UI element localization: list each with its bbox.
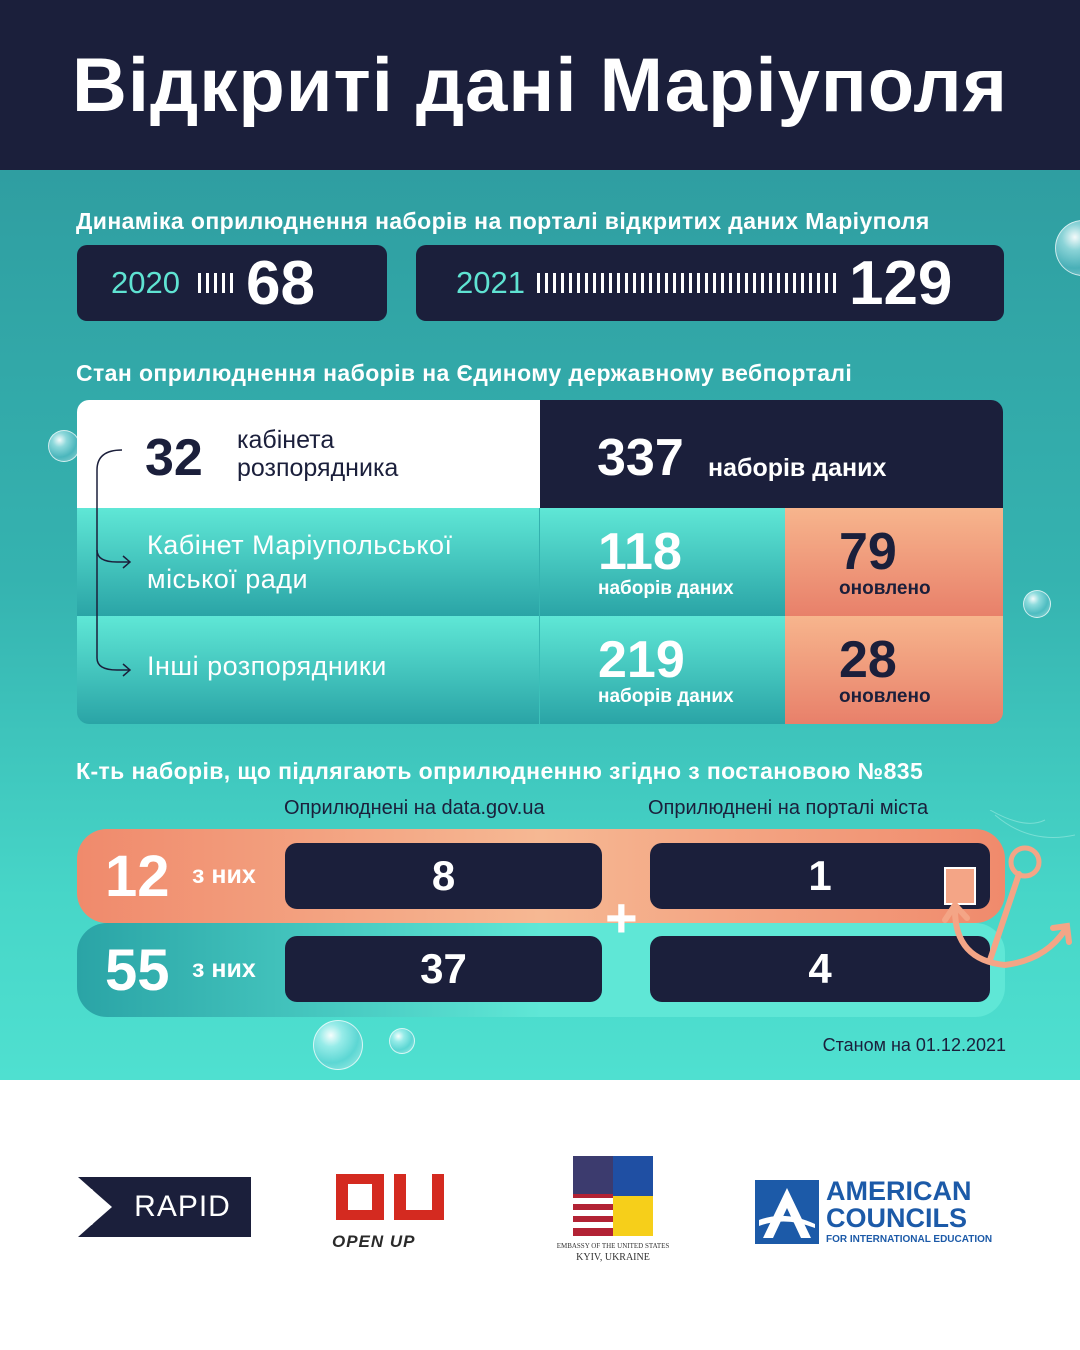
- row-label-line-1: Кабінет Маріупольської: [147, 530, 453, 560]
- cabinets-label-1: кабінета: [237, 426, 335, 454]
- city-portal-value: 1: [650, 843, 990, 909]
- state-heading: Стан оприлюднення наборів на Єдиному державному вебпорталі: [76, 360, 853, 386]
- american-councils-text-2: COUNCILS: [826, 1203, 967, 1233]
- tick-mark: [769, 273, 772, 293]
- year-value: 68: [245, 248, 315, 318]
- tick-mark: [649, 273, 652, 293]
- tick-mark: [737, 273, 740, 293]
- dynamics-heading: Динаміка оприлюднення наборів на порталі відкритих даних Маріуполя: [76, 208, 930, 234]
- tick-mark: [593, 273, 596, 293]
- total-label: наборів даних: [708, 454, 887, 482]
- tick-mark: [825, 273, 828, 293]
- tick-mark: [721, 273, 724, 293]
- total-cell: [540, 400, 1003, 508]
- tick-mark: [553, 273, 556, 293]
- bubble-decoration: [389, 1028, 415, 1054]
- rapid-logo: [78, 1177, 251, 1237]
- data-gov-value: 37: [285, 936, 602, 1002]
- updated-label: оновлено: [839, 578, 931, 599]
- tick-mark: [665, 273, 668, 293]
- tick-mark: [214, 273, 217, 293]
- as-of-date: Станом на 01.12.2021: [822, 1035, 1006, 1055]
- of-them-label: з них: [192, 861, 256, 889]
- tick-mark: [641, 273, 644, 293]
- datasets-count: 219: [598, 631, 685, 689]
- american-councils-logo: [755, 1178, 1005, 1246]
- updated-cell: [785, 508, 1003, 616]
- year-label: 2021: [456, 265, 525, 300]
- col-data-gov-heading: Оприлюднені на data.gov.ua: [284, 797, 545, 819]
- datasets-cell: [540, 508, 785, 616]
- tick-mark: [673, 273, 676, 293]
- american-councils-text-3: FOR INTERNATIONAL EDUCATION: [826, 1234, 993, 1245]
- bubble-decoration: [313, 1020, 363, 1070]
- year-value: 129: [848, 248, 953, 318]
- datasets-cell: [540, 616, 785, 724]
- tick-mark: [617, 273, 620, 293]
- bracket-connector: [77, 400, 217, 724]
- city-portal-value: 4: [650, 936, 990, 1002]
- embassy-text-2: KYIV, UKRAINE: [576, 1252, 650, 1263]
- tick-mark: [785, 273, 788, 293]
- cabinets-count: 32: [145, 429, 203, 487]
- bubble-decoration: [48, 430, 80, 462]
- bubble-decoration: [1055, 220, 1080, 276]
- col-city-portal-heading: Оприлюднені на порталі міста: [648, 797, 929, 819]
- tick-mark: [222, 273, 225, 293]
- tick-mark: [745, 273, 748, 293]
- tick-mark: [569, 273, 572, 293]
- rapid-logo-text: RAPID: [134, 1190, 231, 1223]
- of-them-label: з них: [192, 955, 256, 983]
- state-table: [77, 400, 1003, 724]
- updated-count: 79: [839, 523, 897, 581]
- row-label-line-1: Інші розпорядники: [147, 651, 387, 681]
- tick-mark: [713, 273, 716, 293]
- main-panel: [0, 170, 1080, 1080]
- row-total: 55: [105, 938, 170, 1003]
- footer-logos: [0, 1080, 1080, 1350]
- tick-mark: [561, 273, 564, 293]
- tick-mark: [585, 273, 588, 293]
- tick-mark: [206, 273, 209, 293]
- data-gov-value: 8: [285, 843, 602, 909]
- resolution-heading: К-ть наборів, що підлягають оприлюдненню згідно з постановою №835: [76, 758, 924, 784]
- tick-marks: [198, 273, 238, 293]
- tick-mark: [625, 273, 628, 293]
- tick-mark: [537, 273, 540, 293]
- embassy-text-1: EMBASSY OF THE UNITED STATES: [556, 1242, 670, 1250]
- bubble-decoration: [1023, 590, 1051, 618]
- row-label-line-2: міської ради: [147, 564, 309, 594]
- tick-mark: [198, 273, 201, 293]
- embassy-logo: [548, 1156, 678, 1266]
- plus-sign: +: [605, 886, 638, 949]
- american-councils-a-icon: [755, 1180, 819, 1244]
- row-12-pill: [77, 829, 1005, 923]
- datasets-label: наборів даних: [598, 578, 734, 599]
- openup-logo-text: OPEN UP: [332, 1232, 416, 1251]
- cabinets-label-2: розпорядника: [237, 454, 399, 482]
- tick-marks: [537, 273, 841, 293]
- tick-mark: [689, 273, 692, 293]
- tick-mark: [657, 273, 660, 293]
- us-ukraine-flags-icon: [573, 1156, 653, 1236]
- tick-mark: [809, 273, 812, 293]
- tick-mark: [633, 273, 636, 293]
- header-banner: [0, 0, 1080, 170]
- year-2021-card: [416, 245, 1004, 321]
- tick-mark: [705, 273, 708, 293]
- tick-mark: [833, 273, 836, 293]
- openup-mark-icon: [332, 1170, 447, 1225]
- year-2020-card: [77, 245, 387, 321]
- tick-mark: [753, 273, 756, 293]
- tick-mark: [697, 273, 700, 293]
- datasets-count: 118: [598, 523, 682, 581]
- updated-label: оновлено: [839, 686, 931, 707]
- tick-mark: [577, 273, 580, 293]
- openup-logo: [332, 1170, 447, 1250]
- row-55-pill: [77, 923, 1005, 1017]
- tick-mark: [609, 273, 612, 293]
- tick-mark: [793, 273, 796, 293]
- tick-mark: [545, 273, 548, 293]
- tick-mark: [601, 273, 604, 293]
- updated-cell: [785, 616, 1003, 724]
- tick-mark: [761, 273, 764, 293]
- tick-mark: [230, 273, 233, 293]
- tick-mark: [777, 273, 780, 293]
- tick-mark: [729, 273, 732, 293]
- tick-mark: [801, 273, 804, 293]
- total-count: 337: [597, 429, 684, 487]
- tick-mark: [681, 273, 684, 293]
- datasets-label: наборів даних: [598, 686, 734, 707]
- american-councils-text-1: AMERICAN: [826, 1176, 972, 1206]
- page-title: Відкриті дані Маріуполя: [72, 42, 1008, 128]
- anchor-icon: [935, 810, 1075, 980]
- year-label: 2020: [111, 265, 180, 300]
- tick-mark: [817, 273, 820, 293]
- updated-count: 28: [839, 631, 897, 689]
- row-total: 12: [105, 844, 170, 909]
